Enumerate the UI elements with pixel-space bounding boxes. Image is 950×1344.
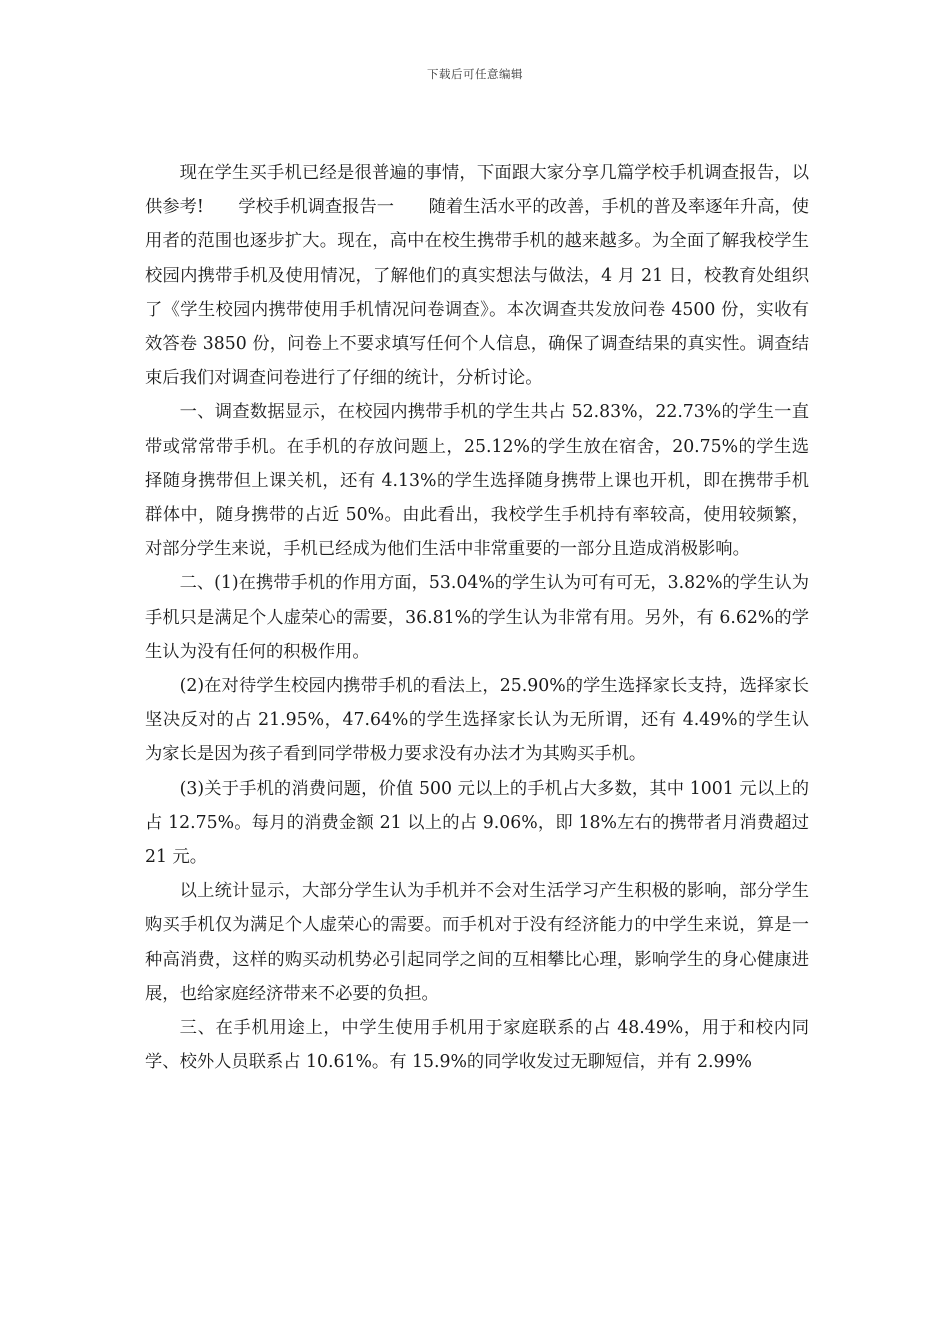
paragraph-summary: 以上统计显示，大部分学生认为手机并不会对生活学习产生积极的影响，部分学生购买手机仅为满足个人虚荣心的需要。而手机对于没有经济能力的中学生来说，算是一种高消费，这样的购买动机势必引起同学之间的互相攀比心理，影响学生的身心健康进展，也给家庭经济带来不必要的负担。 — [145, 881, 809, 1004]
paragraph-section-one: 一、调查数据显示，在校园内携带手机的学生共占 52.83%，22.73%的学生一直带或常常带手机。在手机的存放问题上，25.12%的学生放在宿舍，20.75%的学生选择随身携带但上课关机，还有 4.13%的学生选择随身携带上课也开机，即在携带手机群体中，随身携带的占近 50%。由此看出，我校学生手机持有率较高，使用较频繁，对部分学生来说，手机已经成为他们生活中非常重要的一部分且造成消极影响。 — [145, 402, 809, 560]
page-header: 下载后可任意编辑 — [427, 67, 523, 81]
paragraph-section-two-1: 二、(1)在携带手机的作用方面，53.04%的学生认为可有可无，3.82%的学生认为手机只是满足个人虚荣心的需要，36.81%的学生认为非常有用。另外，有 6.62%的学生认为没有任何的积极作用。 — [145, 573, 809, 662]
paragraph-intro: 现在学生买手机已经是很普遍的事情，下面跟大家分享几篇学校手机调查报告，以供参考! 学校手机调查报告一 随着生活水平的改善，手机的普及率逐年升高，使用者的范围也逐步扩大。现在，高中在校生携带手机的越来越多。为全面了解我校学生校园内携带手机及使用情况，了解他们的真实想法与做法，4 月 21 日，校教育处组织了《学生校园内携带使用手机情况问卷调查》。本次调查共发放问卷 4500 份，实收有效答卷 3850 份，问卷上不要求填写任何个人信息，确保了调查结果的真实性。调查结束后我们对调查问卷进行了仔细的统计，分析讨论。 — [145, 163, 809, 389]
document-body — [145, 156, 809, 1079]
paragraph-section-two-3: (3)关于手机的消费问题，价值 500 元以上的手机占大多数，其中 1001 元以上的占 12.75%。每月的消费金额 21 以上的占 9.06%，即 18%左右的携带者月消费超过 21 元。 — [145, 778, 809, 868]
paragraph-section-two-2: (2)在对待学生校园内携带手机的看法上，25.90%的学生选择家长支持，选择家长坚决反对的占 21.95%，47.64%的学生选择家长认为无所谓，还有 4.49%的学生认为家长是因为孩子看到同学带极力要求没有办法才为其购买手机。 — [145, 676, 809, 765]
paragraph-section-three: 三、在手机用途上，中学生使用手机用于家庭联系的占 48.49%，用于和校内同学、校外人员联系占 10.61%。有 15.9%的同学收发过无聊短信，并有 2.99% — [145, 1018, 809, 1073]
